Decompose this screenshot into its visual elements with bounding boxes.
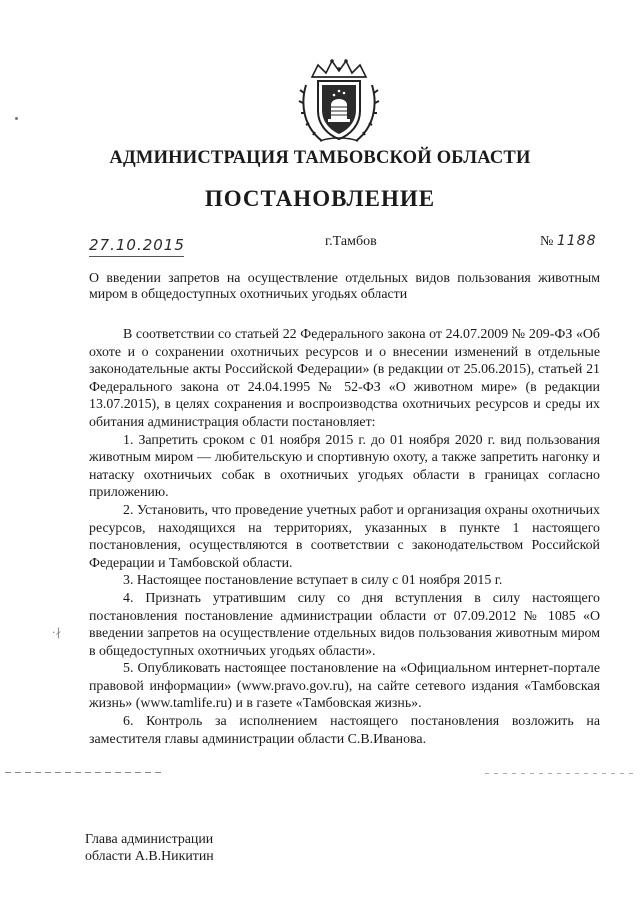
document-body: [89, 326, 600, 748]
document-number: [540, 233, 597, 250]
body-item-1: 1. Запретить сроком с 01 ноября 2015 г. до 01 ноября 2020 г. вид пользования животным миром — любительскую и спортивную охоту, а также запретить нагонку и натаску охотничьих собак в охотничьих угодьях области в границах согласно приложению.: [89, 432, 600, 501]
organization-name: АДМИНИСТРАЦИЯ ТАМБОВСКОЙ ОБЛАСТИ: [109, 148, 531, 168]
signature-position: Глава администрации: [85, 832, 214, 847]
body-item-6: 6. Контроль за исполнением настоящего постановления возложить на заместителя главы администрации области С.В.Иванова.: [89, 714, 600, 747]
body-item-2: 2. Установить, что проведение учетных работ и организация охраны охотничьих ресурсов, находящихся на территориях, указанных в пункте 1 настоящего постановления, осуществляются в соответствии с законодательством Российской Федерации и Тамбовской области.: [89, 502, 600, 571]
document-subject: О введении запретов на осуществление отдельных видов пользования животным миром в общедоступных охотничьих угодьях области: [89, 271, 600, 302]
body-item-4: 4. Признать утратившим силу со дня вступления в силу настоящего постановления постановление администрации области от 07.09.2012 № 1085 «О введении запретов на осуществление отдельных видов пользования животным миром в общедоступных охотничьих угодьях области».: [89, 590, 600, 659]
document-date: [89, 236, 189, 262]
scan-stray-mark: ·∤: [52, 626, 61, 639]
document-title: ПОСТАНОВЛЕНИЕ: [204, 186, 436, 211]
document-city: г.Тамбов: [325, 234, 377, 249]
date-handwritten: 27.10.2015: [89, 236, 185, 254]
tambov-coat-of-arms-icon: [298, 55, 380, 145]
date-underline: [89, 256, 184, 257]
scan-dot-mark: [15, 117, 18, 120]
body-item-3: 3. Настоящее постановление вступает в силу с 01 ноября 2015 г.: [123, 573, 503, 589]
number-handwritten: 1188: [556, 233, 597, 249]
body-item-5: 5. Опубликовать настоящее постановление на «Официальном интернет-портале правовой информации» (www.pravo.gov.ru), на сайте сетевого издания «Тамбовская жизнь» (www.tamlife.ru) и в газете «Тамбовская жизнь».: [89, 661, 600, 712]
signature-name: области А.В.Никитин: [85, 849, 214, 864]
body-intro-paragraph: В соответствии со статьей 22 Федерального закона от 24.07.2009 № 209-ФЗ «Об охоте и о сохранении охотничьих ресурсов и о внесении изменений в отдельные законодательные акты Российской Федерации» (в редакции от 25.06.2015), статьей 21 Федерального закона от 24.04.1995 № 52-ФЗ «О животном мире» (в редакции 13.07.2015), в целях сохранения и воспроизводства охотничьих ресурсов и среды их обитания администрация области постановляет:: [89, 327, 600, 430]
scan-dash-mark: [5, 772, 165, 773]
signature-block: [85, 831, 214, 865]
number-prefix: №: [540, 234, 554, 249]
scan-dash-mark: [485, 773, 635, 774]
